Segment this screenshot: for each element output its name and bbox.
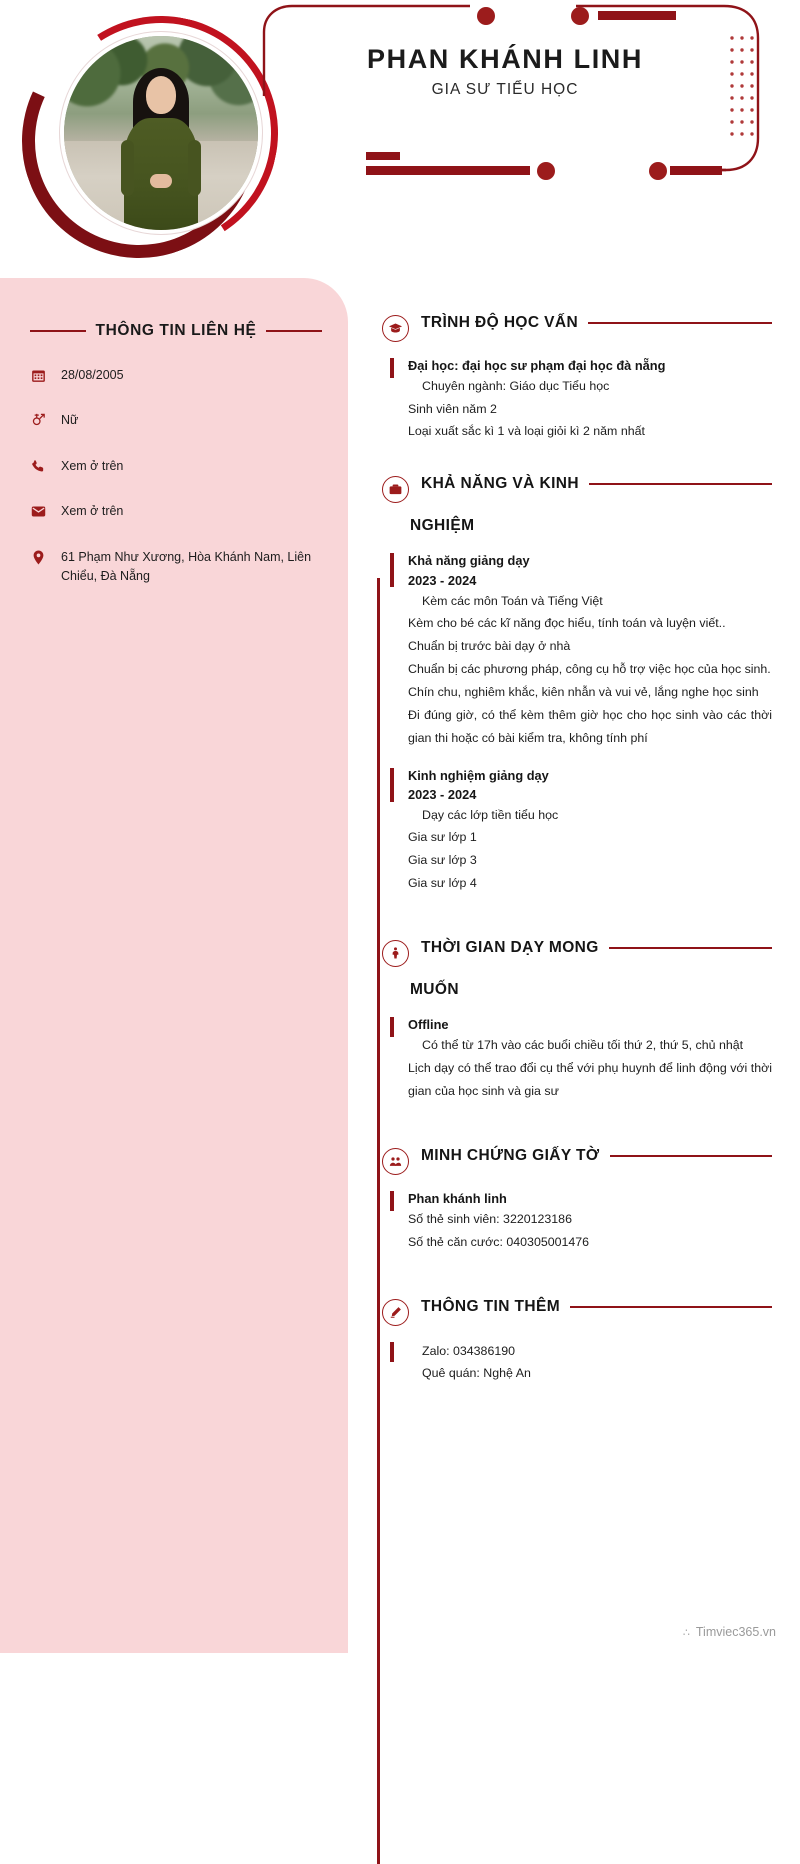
entry-marker (390, 1342, 394, 1362)
entry-lead: Dạy các lớp tiền tiểu học (422, 808, 559, 823)
entry-line: Kèm cho bé các kĩ năng đọc hiểu, tính toán và luyện viết.. (408, 616, 726, 631)
photo-face (146, 76, 176, 114)
extra-entry (382, 1340, 772, 1385)
section-title-second-line: MUỐN (410, 981, 459, 999)
contact-value: 28/08/2005 (61, 368, 124, 382)
briefcase-icon (382, 476, 409, 503)
rule (570, 1306, 772, 1308)
entry-line: Số thẻ sinh viên: 3220123186 (408, 1211, 572, 1226)
entry-title: Offline (408, 1017, 449, 1033)
cv-body (0, 278, 800, 1653)
clock-person-icon (382, 940, 409, 967)
entry-line: Chuẩn bị trước bài dạy ở nhà (408, 639, 571, 654)
contact-value: Xem ở trên (61, 458, 124, 473)
candidate-role: GIA SƯ TIỂU HỌC (431, 81, 579, 98)
sparkle-icon: ∴ (682, 1626, 690, 1639)
entry-lead: Kèm các môn Toán và Tiếng Việt (422, 593, 603, 608)
entry-line: Gia sư lớp 1 (408, 830, 477, 845)
section-education (382, 314, 772, 443)
location-icon (30, 549, 47, 566)
section-title: THÔNG TIN THÊM (421, 1297, 561, 1315)
cv-header (0, 0, 800, 278)
schedule-entry (382, 1015, 772, 1102)
contact-value: 61 Phạm Như Xương, Hòa Khánh Nam, Liên Chiểu, Đà Nẵng (61, 549, 312, 583)
entry-line: Gia sư lớp 4 (408, 876, 477, 891)
section-schedule (382, 939, 772, 1102)
skill-entry-teaching-ability (382, 551, 772, 749)
entry-date: 2023 - 2024 (408, 786, 477, 802)
contact-item-phone (30, 457, 322, 476)
section-documents-heading (382, 1147, 772, 1175)
spacer (382, 1270, 772, 1298)
skill-entry-teaching-experience (382, 766, 772, 896)
spacer (382, 999, 772, 1015)
contact-item-email (30, 502, 322, 521)
entry-line: Đi đúng giờ, có thể kèm thêm giờ học cho học sinh vào các thời gian thi hoặc có bài kiểm tra, không tính phí (408, 707, 772, 745)
section-title-line (421, 314, 772, 332)
contact-item-address (30, 548, 322, 587)
entry-line: Quê quán: Nghệ An (422, 1366, 531, 1381)
section-education-title-wrap (421, 314, 772, 332)
rule (589, 483, 772, 485)
section-skills-title-wrap (421, 475, 772, 493)
entry-line: Lịch dạy có thể trao đổi cụ thể với phụ huynh để linh động với thời gian của học sinh và gia sư (408, 1060, 772, 1098)
education-entry (382, 356, 772, 443)
header-decoration (258, 0, 800, 278)
portrait-photo (60, 32, 262, 234)
entry-title: Khả năng giảng dạy (408, 553, 530, 569)
section-title-second-line: NGHIỆM (410, 517, 475, 535)
mail-icon (30, 503, 47, 520)
entry-title: Phan khánh linh (408, 1190, 507, 1206)
entry-line: Loại xuất sắc kì 1 và loại giỏi kì 2 năm nhất (408, 424, 645, 439)
section-extra-title-wrap (421, 1298, 772, 1316)
main-content (348, 278, 800, 1653)
rule (588, 322, 772, 324)
avatar (22, 16, 278, 262)
footer-brand (683, 1625, 776, 1639)
section-schedule-title-wrap (421, 939, 772, 957)
calendar-icon (30, 367, 47, 384)
contact-title: THÔNG TIN LIÊN HỆ (95, 322, 257, 339)
section-education-heading (382, 314, 772, 342)
section-title: TRÌNH ĐỘ HỌC VẤN (421, 314, 579, 331)
entry-marker (390, 358, 394, 378)
section-skills-experience (382, 475, 772, 895)
section-extra-info (382, 1298, 772, 1385)
rule-right (266, 330, 322, 332)
pen-icon (382, 1299, 409, 1326)
entry-lead: Có thể từ 17h vào các buổi chiều tối thứ 2, thứ 5, chủ nhật (422, 1038, 744, 1053)
spacer (382, 459, 772, 475)
page-title (300, 44, 710, 99)
photo-arm-left (121, 140, 134, 196)
certificate-icon (382, 1148, 409, 1175)
contact-heading (30, 322, 322, 340)
graduation-cap-icon (382, 315, 409, 342)
header-frame-svg (258, 0, 800, 278)
spacer (382, 535, 772, 551)
contact-item-birthday (30, 366, 322, 385)
entry-date: 2023 - 2024 (408, 572, 477, 588)
section-extra-heading (382, 1298, 772, 1326)
entry-marker (390, 1017, 394, 1037)
contact-item-gender (30, 411, 322, 430)
phone-icon (30, 458, 47, 475)
candidate-name: PHAN KHÁNH LINH (367, 44, 643, 74)
entry-line: Zalo: 034386190 (422, 1343, 516, 1358)
entry-line: Số thẻ căn cước: 040305001476 (408, 1234, 590, 1249)
contact-value: Nữ (61, 413, 79, 428)
section-schedule-heading (382, 939, 772, 967)
spacer (382, 911, 772, 939)
entry-title: Đại học: đại học sư phạm đại học đà nẵng (408, 358, 666, 373)
section-title: THỜI GIAN DẠY MONG (421, 939, 599, 957)
contact-value: Xem ở trên (61, 504, 124, 519)
section-title-line (421, 1298, 772, 1316)
section-title-line (421, 475, 772, 493)
section-documents-title-wrap (421, 1147, 772, 1165)
section-title: MINH CHỨNG GIẤY TỜ (421, 1146, 600, 1164)
rule (609, 947, 772, 949)
photo-person (117, 62, 205, 230)
documents-entry (382, 1189, 772, 1254)
gender-icon (30, 412, 47, 429)
brand-label: Timviec365.vn (695, 1625, 776, 1639)
entry-line: Gia sư lớp 3 (408, 853, 477, 868)
section-title: KHẢ NĂNG VÀ KINH (421, 475, 579, 493)
rule (610, 1155, 772, 1157)
spacer (382, 1119, 772, 1147)
entry-marker (390, 553, 394, 587)
rule-left (30, 330, 86, 332)
entry-line: Sinh viên năm 2 (408, 401, 497, 416)
entry-marker (390, 1191, 394, 1211)
entry-title: Kinh nghiệm giảng dạy (408, 767, 549, 783)
entry-marker (390, 768, 394, 802)
photo-arm-right (188, 140, 201, 196)
photo-hands (150, 174, 172, 188)
entry-line: Chuẩn bị các phương pháp, công cụ hỗ trợ việc học của học sinh. (408, 661, 771, 676)
section-title-line (421, 939, 772, 957)
sidebar-contact (0, 278, 348, 1653)
section-title-line (421, 1147, 772, 1165)
section-skills-heading (382, 475, 772, 503)
entry-lead: Chuyên ngành: Giáo dục Tiểu học (422, 379, 610, 394)
entry-line: Chín chu, nghiêm khắc, kiên nhẫn và vui vẻ, lắng nghe học sinh (408, 684, 759, 699)
section-documents (382, 1147, 772, 1254)
